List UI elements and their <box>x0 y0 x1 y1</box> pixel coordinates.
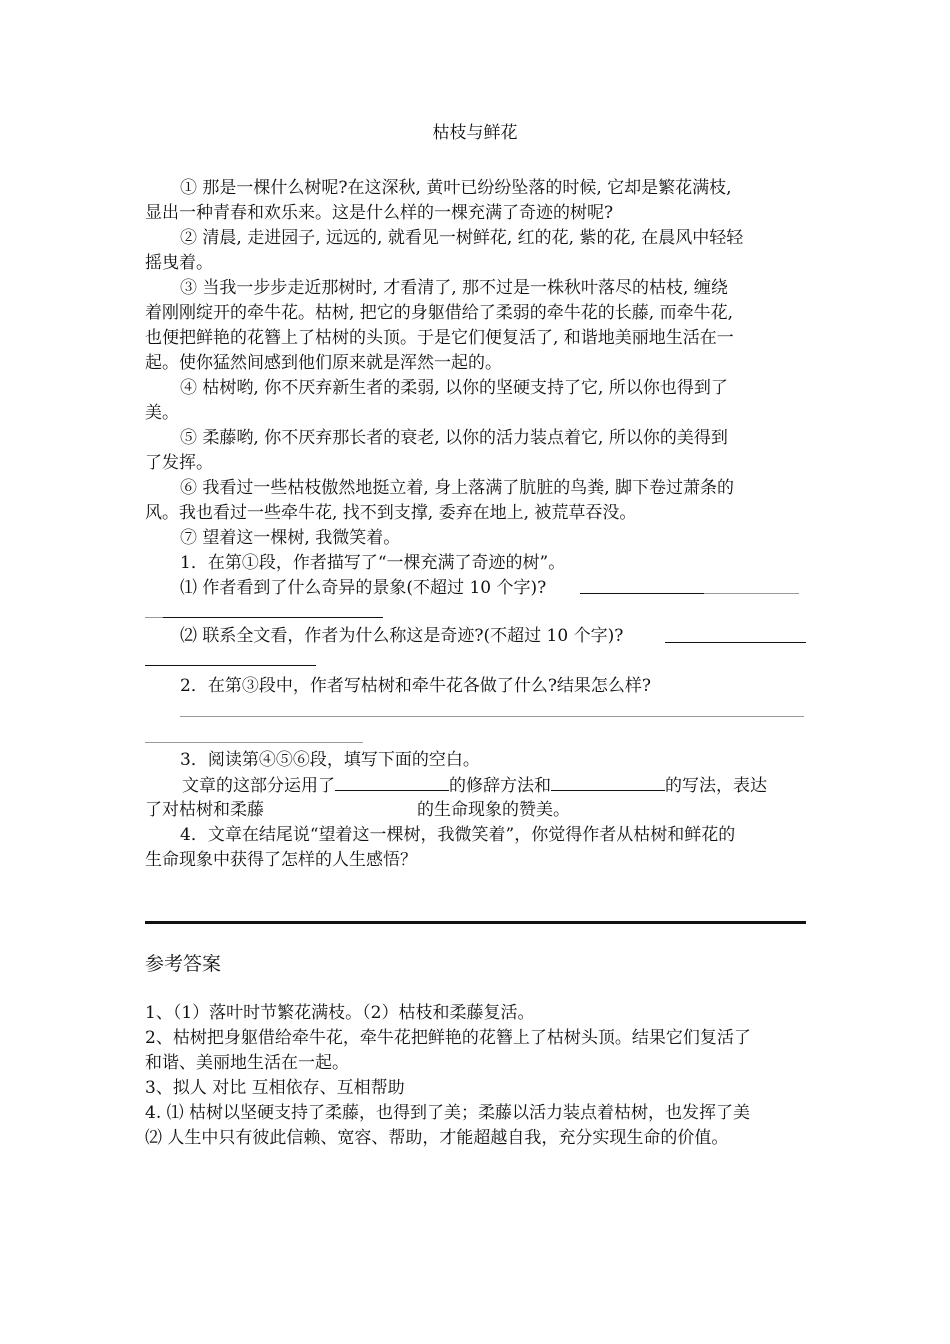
paragraph-4-line-1: ④ 枯树哟, 你不厌弃新生者的柔弱, 以你的坚硬支持了它, 所以你也得到了 <box>180 378 728 398</box>
paragraph-3-line-1: ③ 当我一步步走近那树时, 才看清了, 那不过是一株秋叶落尽的枯枝, 缠绕 <box>180 278 728 298</box>
paragraph-6-line-1: ⑥ 我看过一些枯枝傲然地挺立着, 身上落满了肮脏的鸟粪, 脚下卷过萧条的 <box>180 478 735 498</box>
section-divider <box>145 921 806 924</box>
answer-blank-1-1c[interactable] <box>145 617 163 618</box>
technique-blank[interactable] <box>551 773 665 791</box>
article-title: 枯枝与鲜花 <box>432 123 518 143</box>
answer-blank-1-2a[interactable] <box>665 642 806 643</box>
paragraph-2-line-1: ② 清晨, 走进园子, 远远的, 就看见一树鲜花, 红的花, 紫的花, 在晨风中轻轻 <box>180 228 744 248</box>
answer-2-line-2: 和谐、美丽地生活在一起。 <box>145 1053 349 1073</box>
question-3-text-e: 的生命现象的赞美。 <box>417 800 570 820</box>
question-3-text-c: 的写法，表达 <box>665 776 767 796</box>
answers-heading: 参考答案 <box>145 953 222 975</box>
question-3-text-d: 了对枯树和柔藤 <box>145 800 264 820</box>
paragraph-3-line-3: 也便把鲜艳的花簪上了枯树的头顶。于是它们便复活了, 和谐地美丽地生活在一 <box>145 328 734 348</box>
paragraph-2-line-2: 摇曳着。 <box>145 253 213 273</box>
question-3-fill-line-2 <box>145 798 810 823</box>
rhetoric-blank[interactable] <box>335 773 449 791</box>
answer-1: 1、（1）落叶时节繁花满枝。（2）枯枝和柔藤复活。 <box>145 1003 535 1023</box>
question-3-fill-line-1 <box>182 773 810 799</box>
answer-3: 3、拟人 对比 互相依存、互相帮助 <box>145 1078 405 1098</box>
answer-blank-1-2b[interactable] <box>145 665 316 666</box>
question-1-1-text: ⑴ 作者看到了什么奇异的景象(不超过 10 个字)? <box>180 578 547 598</box>
answer-blank-1-1b[interactable] <box>704 593 799 594</box>
question-2: 2．在第③段中，作者写枯树和牵牛花各做了什么?结果怎么样? <box>180 676 652 696</box>
question-3-text-b: 的修辞方法和 <box>449 776 551 796</box>
answer-blank-2b[interactable] <box>145 742 363 743</box>
paragraph-6-line-2: 风。我也看过一些牵牛花, 找不到支撑, 委弃在地上, 被荒草吞没。 <box>145 503 637 523</box>
question-1-2-text: ⑵ 联系全文看，作者为什么称这是奇迹?(不超过 10 个字)? <box>180 626 624 646</box>
answer-2-line-1: 2、枯树把身躯借给牵牛花，牵牛花把鲜艳的花簪上了枯树头顶。结果它们复活了 <box>145 1028 751 1048</box>
question-1-2 <box>180 624 810 649</box>
paragraph-1-line-1: ① 那是一棵什么树呢?在这深秋, 黄叶已纷纷坠落的时候, 它却是繁花满枝, <box>180 178 732 198</box>
question-3-text-a: 文章的这部分运用了 <box>182 776 335 796</box>
paragraph-7: ⑦ 望着这一棵树, 我微笑着。 <box>180 528 401 548</box>
question-1-1 <box>180 576 810 601</box>
question-4-line-2: 生命现象中获得了怎样的人生感悟？ <box>145 850 417 870</box>
answer-4-line-2: ⑵ 人生中只有彼此信赖、宽容、帮助，才能超越自我，充分实现生命的价值。 <box>145 1128 729 1148</box>
paragraph-5-line-1: ⑤ 柔藤哟, 你不厌弃那长者的衰老, 以你的活力装点着它, 所以你的美得到 <box>180 428 728 448</box>
answer-4-line-1: 4. ⑴ 枯树以坚硬支持了柔藤，也得到了美；柔藤以活力装点着枯树，也发挥了美 <box>145 1103 751 1123</box>
question-1: 1．在第①段，作者描写了“一棵充满了奇迹的树”。 <box>180 553 566 573</box>
paragraph-3-line-2: 着刚刚绽开的牵牛花。枯树, 把它的身躯借给了柔弱的牵牛花的长藤, 而牵牛花, <box>145 303 734 323</box>
paragraph-5-line-2: 了发挥。 <box>145 453 213 473</box>
question-3: 3．阅读第④⑤⑥段，填写下面的空白。 <box>180 750 480 770</box>
paragraph-4-line-2: 美。 <box>145 403 179 423</box>
answer-blank-1-1d[interactable] <box>163 617 383 618</box>
answer-blank-2a[interactable] <box>180 716 804 717</box>
question-4-line-1: 4．文章在结尾说“望着这一棵树，我微笑着”，你觉得作者从枯树和鲜花的 <box>180 825 736 845</box>
answer-blank-1-1a[interactable] <box>580 593 704 594</box>
paragraph-1-line-2: 显出一种青春和欢乐来。这是什么样的一棵充满了奇迹的树呢? <box>145 203 614 223</box>
paragraph-3-line-4: 起。使你猛然间感到他们原来就是浑然一起的。 <box>145 353 502 373</box>
